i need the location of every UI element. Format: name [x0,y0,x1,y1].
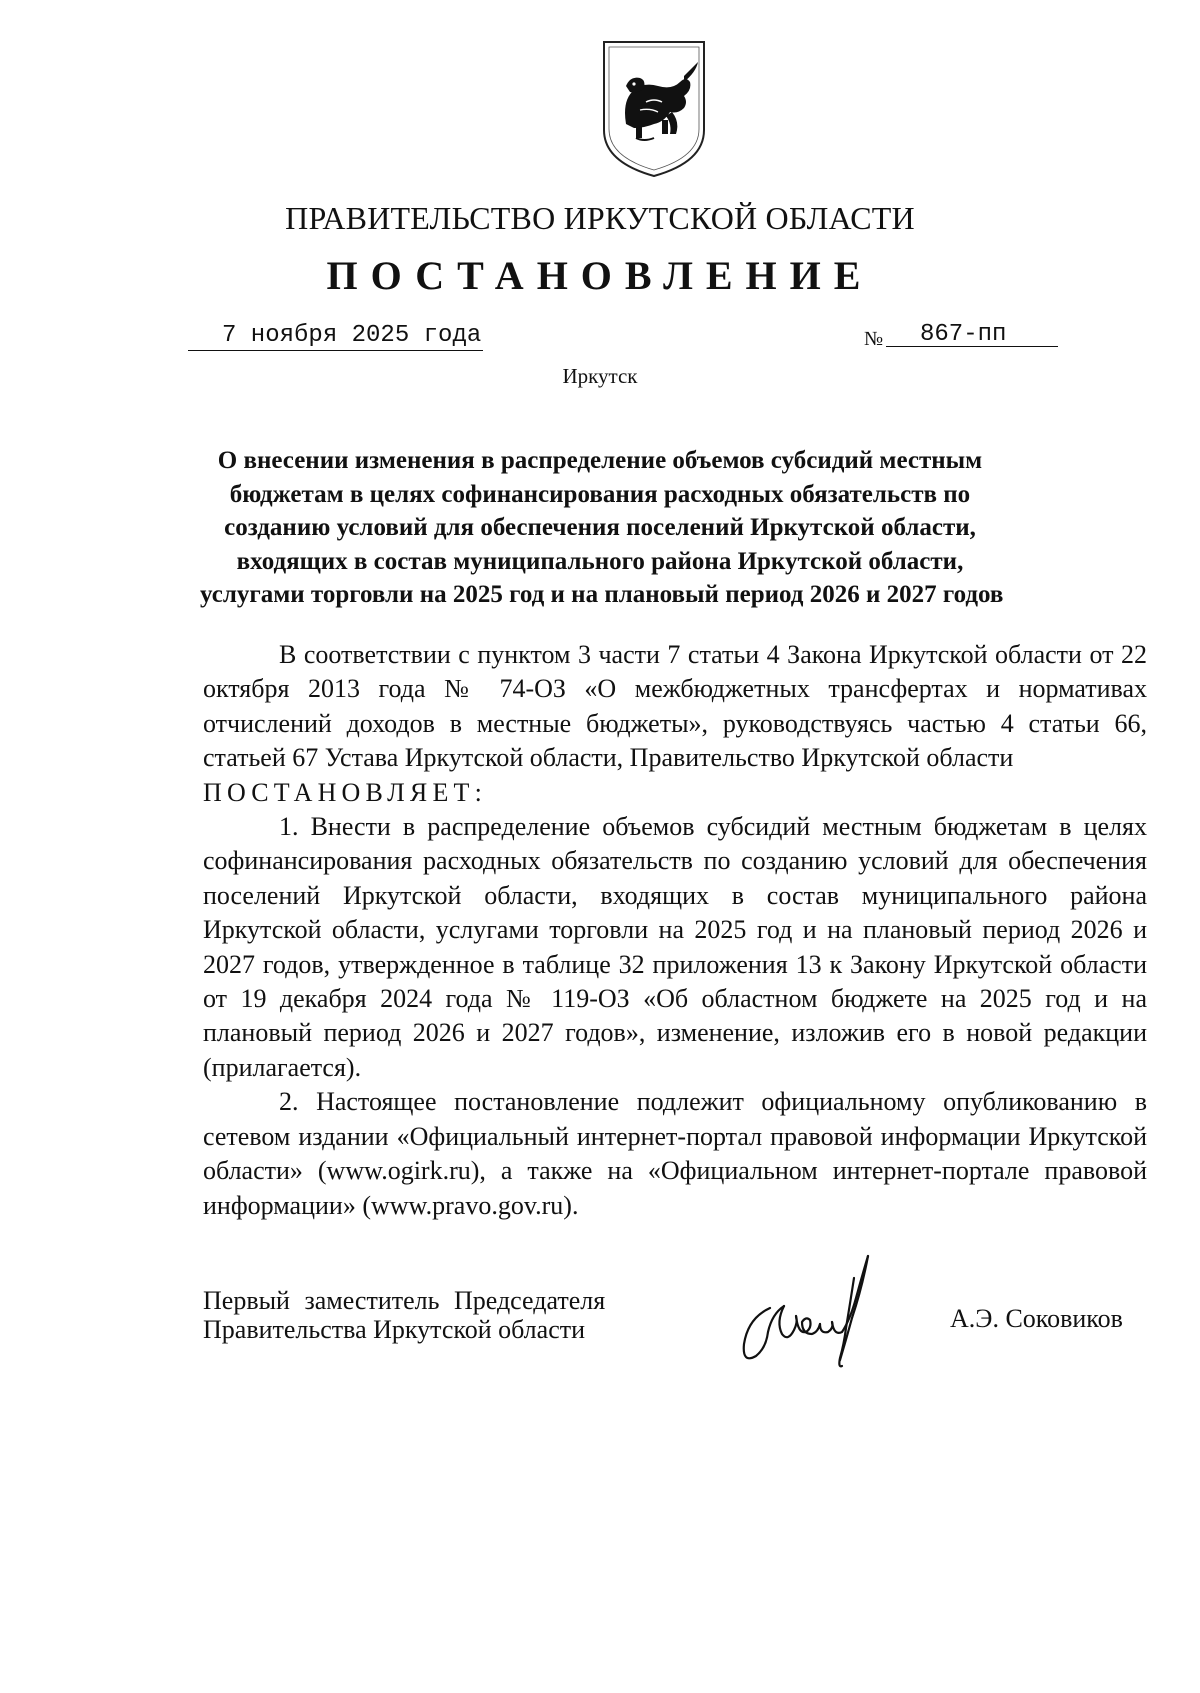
signer-name: А.Э. Соковиков [950,1304,1123,1333]
city: Иркутск [562,364,638,388]
document-heading [200,444,1004,612]
document-date: 7 ноября 2025 года [188,322,483,351]
decree-word: ПОСТАНОВЛЯЕТ: [203,777,488,807]
signer-position [203,1286,605,1344]
preamble-paragraph: В соответствии с пунктом 3 части 7 статьи 4 Закона Иркутской области от 22 октября 2013 года № 74-ОЗ «О межбюджетных трансфертах и нормативах отчислений доходов в местные бюджеты», руководствуясь частью 4 статьи 66, статьей 67 Устава Иркутской области, Правительство Иркутской области [203,640,1147,773]
number-sign: № [864,328,884,350]
heading-line: О внесении изменения в распределение объемов субсидий местным [217,447,983,474]
coat-of-arms-icon [600,38,708,180]
item-1-paragraph: 1. Внести в распределение объемов субсидий местным бюджетам в целях софинансирования расходных обязательств по созданию условий для обеспечения поселений Иркутской области, входящих в состав муниципального района Иркутской области, услугами торговли на 2025 год и на плановый период 2026 и 2027 годов, утвержденное в таблице 32 приложения 13 к Закону Иркутской области от 19 декабря 2024 года № 119-ОЗ «Об областном бюджете на 2025 год и на плановый период 2026 и 2027 годов», изменение, изложив его в новой редакции (прилагается). [203,812,1147,1082]
handwritten-signature [722,1248,902,1378]
signer-position-line: Правительства Иркутской области [203,1315,586,1344]
document-number: 867-пп [920,321,1007,348]
government-title: ПРАВИТЕЛЬСТВО ИРКУТСКОЙ ОБЛАСТИ [285,200,915,236]
signer-position-line: Первый заместитель Председателя [203,1286,606,1315]
document-type: ПОСТАНОВЛЕНИЕ [326,253,874,298]
heading-line: входящих в состав муниципального района Иркутской области, [236,547,964,575]
heading-line: созданию условий для обеспечения поселений Иркутской области, [224,514,976,541]
item-2-paragraph: 2. Настоящее постановление подлежит официальному опубликованию в сетевом издании «Официальный интернет-портал правовой информации Иркутской области» (www.ogirk.ru), а также на «Официальном интернет-портале правовой информации» (www.pravo.gov.ru). [203,1087,1147,1220]
heading-line: бюджетам в целях софинансирования расходных обязательств по [229,480,971,508]
document-body [203,638,1147,1223]
heading-line: услугами торговли на 2025 год и на плановый период 2026 и 2027 годов [200,581,1004,608]
